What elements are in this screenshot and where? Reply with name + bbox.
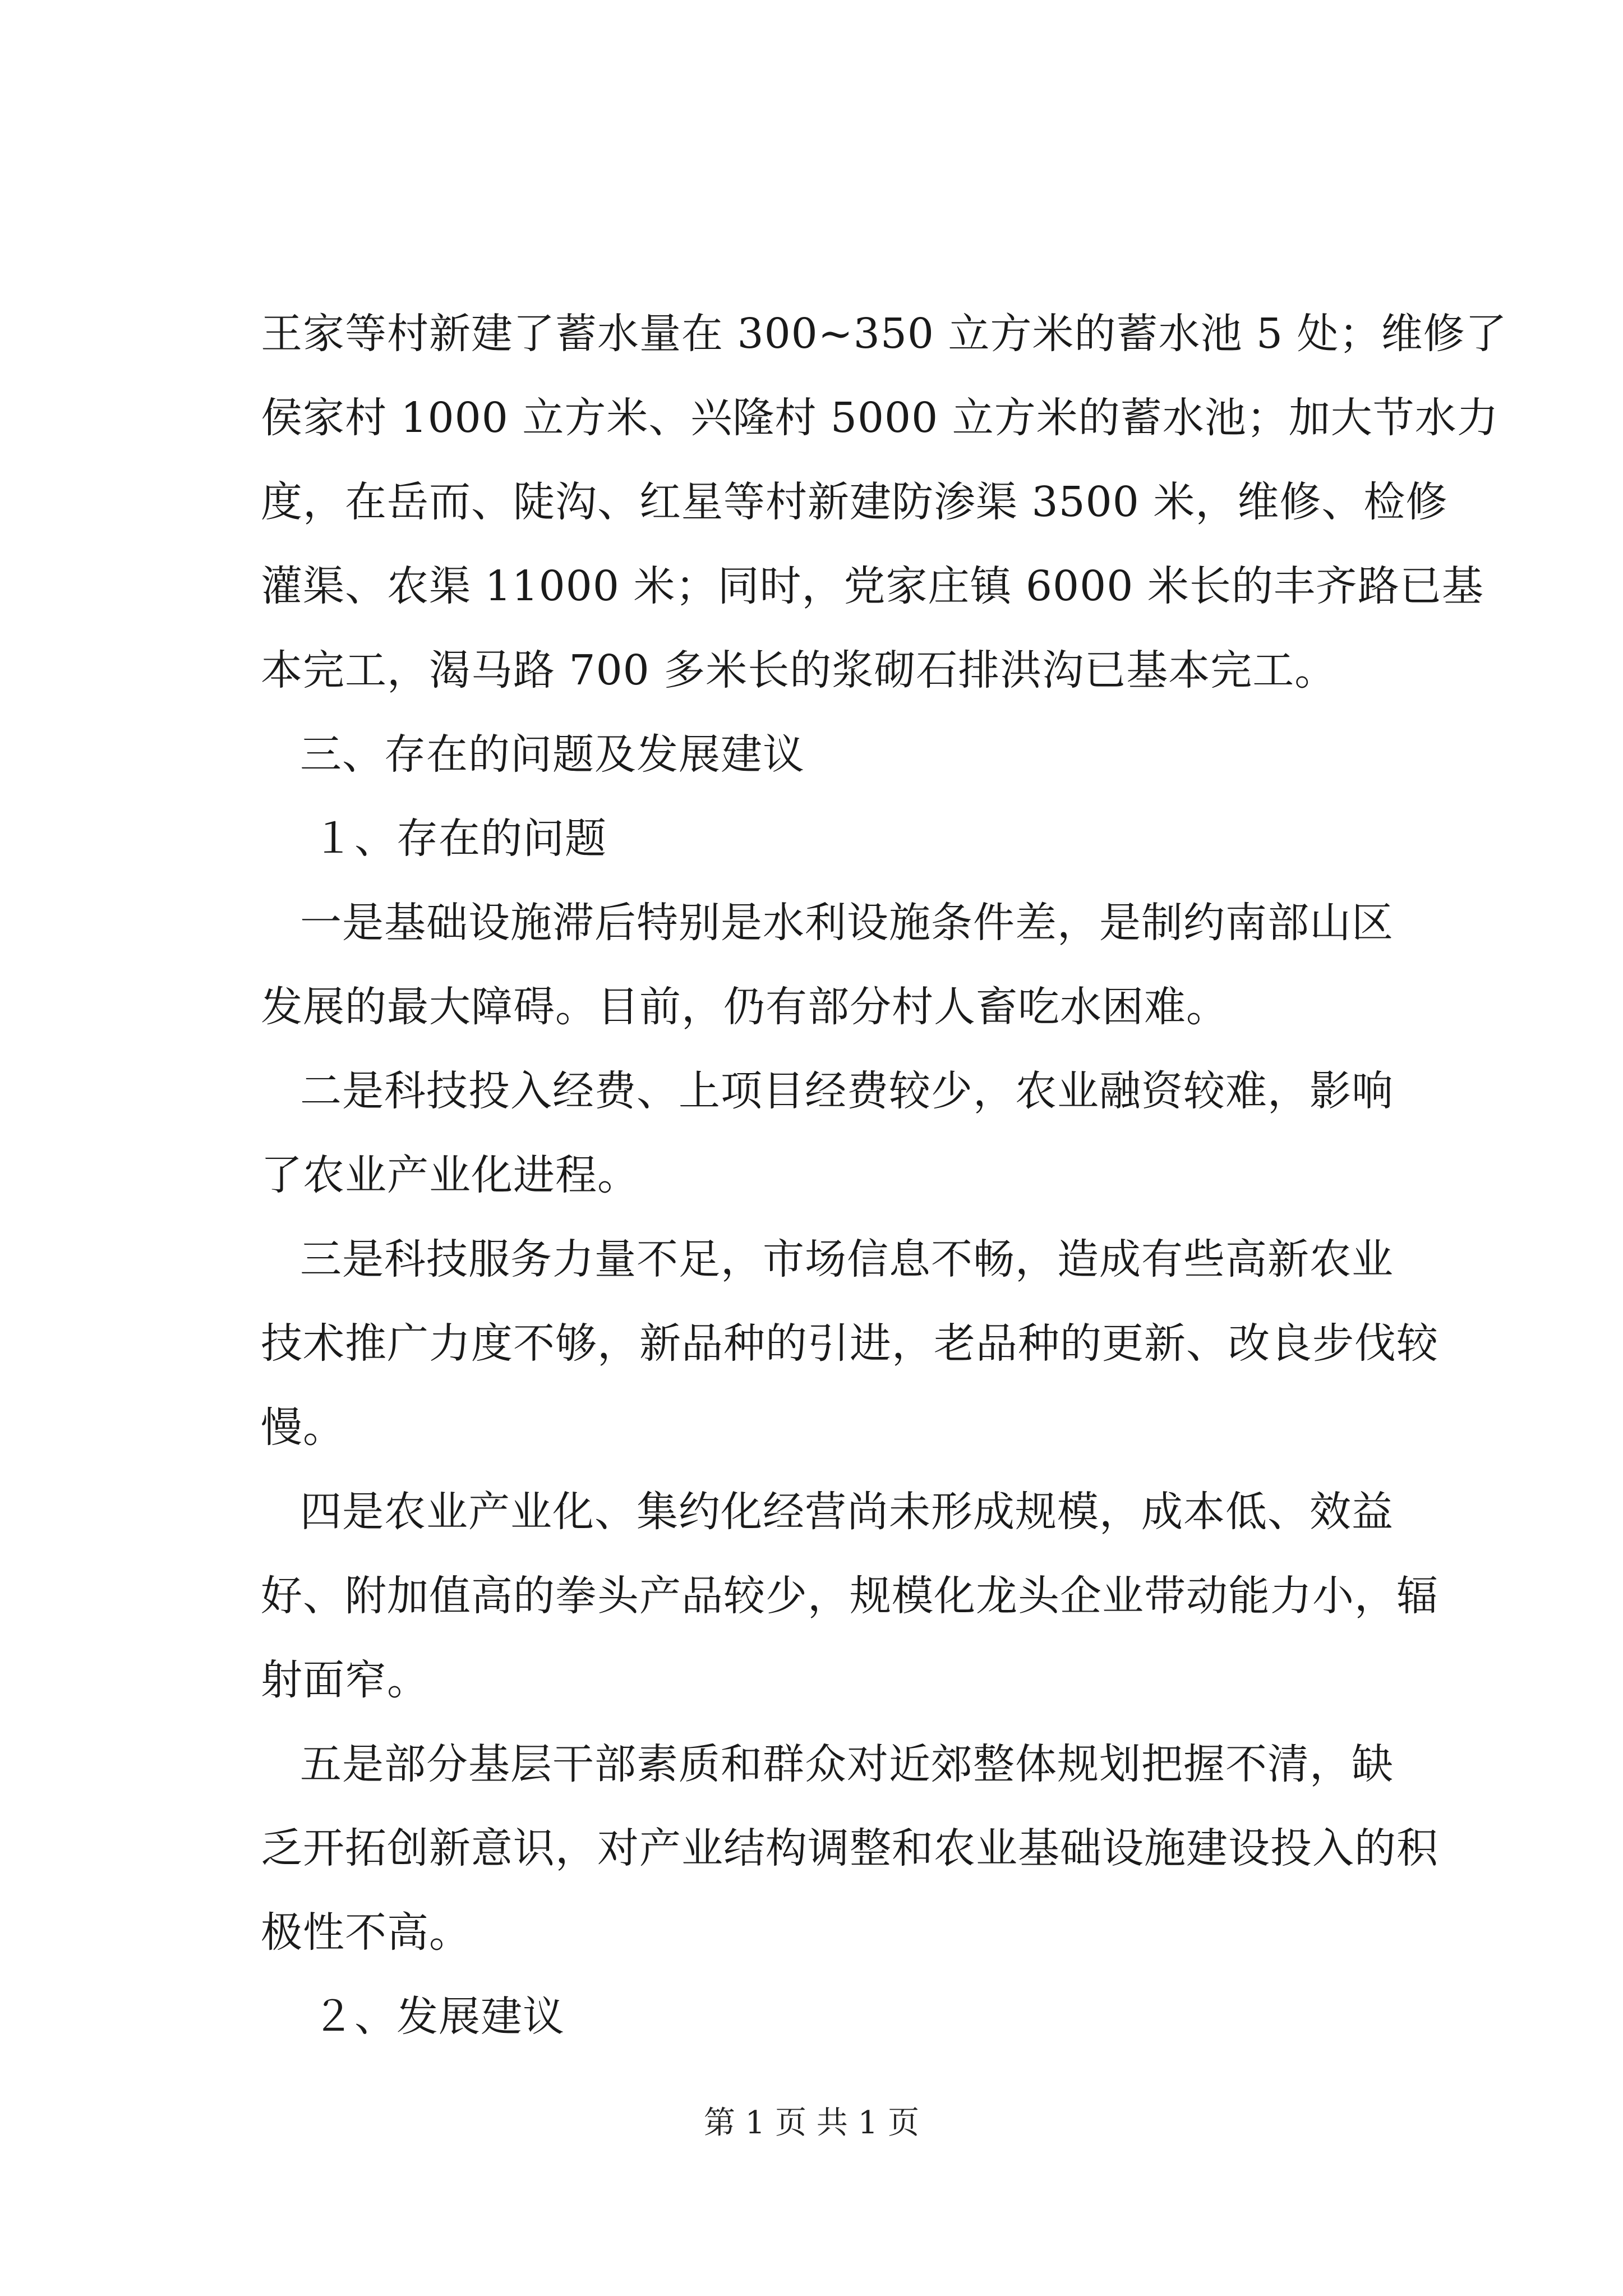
body-text-line: 三是科技服务力量不足，市场信息不畅，造成有些高新农业 bbox=[300, 1235, 1394, 1283]
body-text-line: 一是基础设施滞后特别是水利设施条件差，是制约南部山区 bbox=[300, 899, 1394, 947]
body-text-line: 乏开拓创新意识，对产业结构调整和农业基础设施建设投入的积 bbox=[261, 1824, 1438, 1872]
section-heading: 三、存在的问题及发展建议 bbox=[300, 730, 805, 779]
document-body bbox=[261, 292, 1507, 2059]
body-text-line: 四是农业产业化、集约化经营尚未形成规模，成本低、效益 bbox=[300, 1488, 1394, 1536]
body-text-line: 五是部分基层干部素质和群众对近郊整体规划把握不清，缺 bbox=[300, 1740, 1394, 1788]
body-text-line: 好、附加值高的拳头产品较少，规模化龙头企业带动能力小，辐 bbox=[261, 1572, 1438, 1620]
page-footer: 第 1 页 共 1 页 bbox=[703, 2105, 920, 2141]
body-text-line: 发展的最大障碍。目前，仍有部分村人畜吃水困难。 bbox=[261, 983, 1228, 1031]
body-text-line: 极性不高。 bbox=[261, 1908, 471, 1957]
body-text-line: 灌渠、农渠 11000 米；同时，党家庄镇 6000 米长的丰齐路已基 bbox=[261, 562, 1484, 610]
body-text-line: 技术推广力度不够，新品种的引进，老品种的更新、改良步伐较 bbox=[261, 1319, 1438, 1368]
body-text-line: 王家等村新建了蓄水量在 300~350 立方米的蓄水池 5 处；维修了 bbox=[261, 310, 1507, 358]
body-text-line: 慢。 bbox=[261, 1404, 345, 1452]
body-text-line: 本完工，渴马路 700 多米长的浆砌石排洪沟已基本完工。 bbox=[261, 646, 1337, 694]
body-text-line: 侯家村 1000 立方米、兴隆村 5000 立方米的蓄水池；加大节水力 bbox=[261, 394, 1499, 442]
body-text-line: 了农业产业化进程。 bbox=[261, 1151, 639, 1199]
subsection-heading: ２、发展建议 bbox=[312, 1993, 565, 2041]
subsection-heading: １、存在的问题 bbox=[312, 815, 607, 863]
body-text-line: 二是科技投入经费、上项目经费较少，农业融资较难，影响 bbox=[300, 1067, 1394, 1115]
body-text-line: 射面窄。 bbox=[261, 1656, 429, 1704]
body-text-line: 度，在岳而、陡沟、红星等村新建防渗渠 3500 米，维修、检修 bbox=[261, 478, 1448, 526]
